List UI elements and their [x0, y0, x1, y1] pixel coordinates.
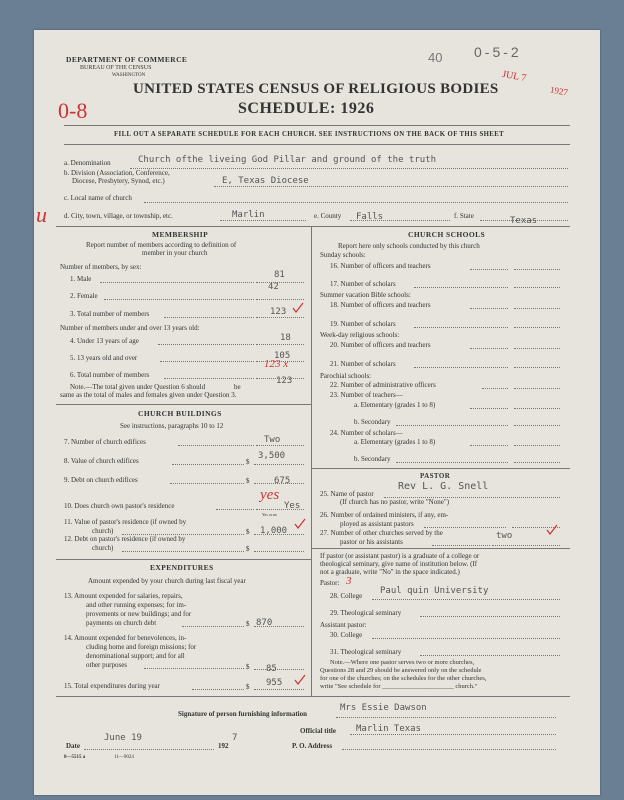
denomination-value: Church ofthe liveing God Pillar and ground of the truth — [138, 155, 437, 165]
q3-label: 3. Total number of members — [70, 310, 150, 318]
expenditures-sub: Amount expended by your church during last fiscal year — [88, 577, 246, 585]
answer-line — [256, 317, 304, 318]
q23-label: 23. Number of teachers— — [330, 391, 403, 399]
q10-value: Yes — [284, 501, 301, 511]
check-mark-icon — [292, 302, 304, 314]
pastor-note-2: Questions 28 and 29 should be answered only on the schedule — [320, 667, 482, 674]
q17-label: 17. Number of scholars — [330, 280, 396, 288]
denomination-label: a. Denomination — [64, 159, 111, 167]
q15-label: 15. Total expenditures during year — [64, 682, 160, 690]
graduate-instruction-3: not a graduate, write "No" in the space indicated.) — [320, 568, 460, 576]
answer-line — [256, 299, 304, 300]
q13-label-4: payments on church debt — [86, 619, 157, 627]
county-label: e. County — [314, 212, 342, 220]
answer-line — [256, 445, 304, 446]
city-label: WASHINGTON — [112, 73, 146, 78]
q24b-label: b. Secondary — [354, 455, 391, 463]
q14-value: 85 — [266, 664, 277, 674]
q21-label: 21. Number of scholars — [330, 360, 396, 368]
annotation-number: 40 — [428, 50, 443, 65]
leader-dots — [470, 348, 508, 349]
q7-value: Two — [264, 435, 281, 445]
answer-line — [254, 464, 304, 465]
po-address-label: P. O. Address — [292, 742, 333, 750]
q6-handwritten: 123 x — [264, 358, 289, 370]
divider — [56, 559, 312, 560]
po-address-line — [342, 749, 556, 750]
membership-note-be: be — [234, 383, 241, 391]
divider — [64, 144, 570, 145]
q25-label: 25. Name of pastor — [320, 490, 374, 498]
buildings-heading: CHURCH BUILDINGS — [138, 409, 222, 418]
q15-value: 955 — [266, 678, 283, 688]
leader-dots — [396, 425, 508, 426]
divider — [311, 548, 570, 549]
answer-line — [514, 408, 560, 409]
q28-value: Paul quin University — [380, 586, 489, 596]
signature-label: Signature of person furnishing information — [178, 710, 307, 718]
signature-value: Mrs Essie Dawson — [340, 703, 427, 713]
by-sex-label: Number of members, by sex: — [60, 263, 142, 271]
weekday-schools-label: Week-day religious schools: — [320, 331, 400, 339]
q2-label: 2. Female — [70, 292, 98, 300]
leader-dots — [192, 689, 244, 690]
currency-sign: $ — [246, 528, 250, 536]
divider — [56, 404, 312, 405]
q9-label: 9. Debt on church edifices — [64, 476, 138, 484]
answer-line — [256, 344, 304, 345]
answer-line — [256, 282, 304, 283]
q31-label: 31. Theological seminary — [330, 648, 402, 656]
official-title-value: Marlin Texas — [356, 724, 422, 734]
buildings-sub: See instructions, paragraphs 10 to 12 — [120, 422, 224, 430]
q11-label: 11. Value of pastor's residence (if owned by — [64, 518, 187, 526]
leader-dots — [470, 308, 508, 309]
state-value: Texas — [510, 216, 538, 226]
q24-label: 24. Number of scholars— — [330, 429, 403, 437]
print-number: 11—9024 — [114, 755, 134, 760]
department-label: DEPARTMENT OF COMMERCE — [66, 55, 188, 64]
q4-label: 4. Under 13 years of age — [70, 337, 139, 345]
year-prefix: 192 — [218, 742, 229, 750]
divider — [64, 125, 570, 126]
schools-sub: Report here only schools conducted by this church — [338, 242, 480, 250]
assistant-pastor-sublabel: Assistant pastor: — [320, 621, 367, 629]
graduate-instruction: If pastor (or assistant pastor) is a graduate of a college or — [320, 552, 480, 560]
parochial-schools-label: Parochial schools: — [320, 372, 372, 380]
pastor-note-4: write "See schedule for ______________________ church." — [320, 683, 478, 690]
answer-line — [514, 348, 560, 349]
q14-label-2: cluding home and foreign missions; for — [86, 643, 197, 651]
leader-dots — [144, 668, 244, 669]
leader-dots — [470, 445, 508, 446]
leader-dots — [414, 287, 508, 288]
q4-value: 18 — [280, 333, 291, 343]
city-value: Marlin — [232, 210, 265, 220]
answer-line — [514, 327, 560, 328]
q1-value: 81 — [274, 270, 285, 280]
leader-dots — [158, 344, 254, 345]
leader-dots — [164, 317, 254, 318]
state-label: f. State — [454, 212, 474, 220]
currency-sign: $ — [246, 663, 250, 671]
city-label: d. City, town, village, or township, etc. — [64, 212, 173, 220]
q16-label: 16. Number of officers and teachers — [330, 262, 431, 270]
divider — [311, 468, 570, 469]
leader-dots — [396, 462, 508, 463]
q30-label: 30. College — [330, 631, 363, 639]
q6-label: 6. Total number of members — [70, 371, 150, 379]
q28-label: 28. College — [330, 592, 363, 600]
divider — [56, 226, 570, 227]
answer-line — [514, 388, 560, 389]
answer-line — [514, 425, 560, 426]
pastor-note-3: for one of the churches; on the schedules for the other churches, — [320, 675, 487, 682]
q23a-label: a. Elementary (grades 1 to 8) — [354, 401, 436, 409]
leader-dots — [104, 299, 254, 300]
answer-line — [514, 269, 560, 270]
q11-label-2: church) — [92, 527, 114, 535]
membership-sub-2: member in your church — [142, 249, 208, 257]
sunday-schools-label: Sunday schools: — [320, 251, 366, 259]
leader-dots — [414, 327, 508, 328]
q3-value: 123 — [270, 307, 287, 317]
pastor-sublabel: Pastor: — [320, 579, 340, 587]
leader-dots — [414, 367, 508, 368]
q26-label-2: ployed as assistant pastors — [340, 520, 414, 528]
answer-line — [492, 545, 560, 546]
field-line — [220, 220, 306, 221]
page-subtitle: SCHEDULE: 1926 — [238, 100, 375, 117]
field-line — [144, 202, 568, 203]
column-divider — [311, 226, 312, 696]
q1-label: 1. Male — [70, 275, 92, 283]
q5-value: 105 — [274, 351, 291, 361]
q14-label: 14. Amount expended for benevolences, in- — [64, 634, 187, 642]
expenditures-heading: EXPENDITURES — [150, 563, 214, 572]
membership-note: Note.—The total given under Question 6 should — [70, 383, 206, 391]
currency-sign: $ — [246, 545, 250, 553]
received-stamp-month: JUL 7 — [501, 68, 528, 85]
answer-line — [254, 669, 304, 670]
q25-value: Rev L. G. Snell — [398, 481, 489, 492]
answer-line — [514, 445, 560, 446]
q26-label: 26. Number of ordained ministers, if any, em- — [320, 511, 449, 519]
membership-sub: Report number of members according to definition of — [86, 241, 237, 249]
membership-heading: MEMBERSHIP — [152, 230, 209, 239]
vacation-schools-label: Summer vacation Bible schools: — [320, 291, 411, 299]
schools-heading: CHURCH SCHOOLS — [408, 230, 486, 239]
year-digit: 7 — [232, 733, 238, 743]
q29-label: 29. Theological seminary — [330, 609, 402, 617]
answer-line — [514, 367, 560, 368]
q19-label: 19. Number of scholars — [330, 320, 396, 328]
instruction-line: FILL OUT A SEPARATE SCHEDULE FOR EACH CHURCH. SEE INSTRUCTIONS ON THE BACK OF THIS SHEET — [114, 131, 505, 138]
field-line — [130, 168, 568, 169]
q27-label-2: pastor or his assistants — [340, 538, 403, 546]
q10-handwritten: yes — [260, 487, 280, 503]
check-mark-icon — [546, 524, 558, 536]
leader-dots — [160, 361, 254, 362]
leader-dots — [172, 464, 244, 465]
signature-line — [336, 717, 556, 718]
division-value: E, Texas Diocese — [222, 176, 309, 186]
leader-dots — [470, 408, 508, 409]
answer-line — [254, 551, 304, 552]
leader-dots — [470, 269, 508, 270]
membership-note-2: same as the total of males and females given under Question 3. — [60, 391, 237, 399]
pastor-note: Note.—Where one pastor serves two or more churches, — [330, 659, 475, 666]
leader-dots — [482, 388, 508, 389]
division-label-2: Diocese, Presbytery, Synod, etc.) — [72, 177, 165, 185]
check-mark-icon — [294, 518, 306, 530]
leader-dots — [170, 483, 244, 484]
page-title: UNITED STATES CENSUS OF RELIGIOUS BODIES — [133, 81, 499, 97]
q23b-label: b. Secondary — [354, 418, 391, 426]
answer-line — [514, 462, 560, 463]
census-schedule-sheet — [34, 30, 600, 795]
yes-no-hint: Yes or no — [262, 512, 278, 517]
q7-label: 7. Number of church edifices — [64, 438, 146, 446]
q20-label: 20. Number of officers and teachers — [330, 341, 431, 349]
annotation-code: 0-5-2 — [474, 44, 522, 60]
check-mark-icon — [294, 674, 306, 686]
leader-dots — [182, 626, 244, 627]
official-title-line — [350, 734, 556, 735]
leader-dots — [178, 445, 254, 446]
q2-value: 42 — [268, 282, 279, 292]
q24a-label: a. Elementary (grades 1 to 8) — [354, 438, 436, 446]
q8-label: 8. Value of church edifices — [64, 457, 139, 465]
margin-mark: u — [36, 202, 47, 227]
answer-line — [420, 616, 560, 617]
currency-sign: $ — [246, 683, 250, 691]
leader-dots — [432, 545, 490, 546]
q13-label-3: provements or new buildings; and for — [86, 610, 192, 618]
leader-dots — [216, 509, 254, 510]
q10-label: 10. Does church own pastor's residence — [64, 502, 175, 510]
official-title-label: Official title — [300, 727, 336, 735]
left-code-annotation: 0-8 — [58, 98, 88, 123]
age-header: Number of members under and over 13 years old: — [60, 324, 200, 332]
q13-value: 870 — [256, 618, 273, 628]
answer-line — [372, 599, 560, 600]
answer-line — [514, 287, 560, 288]
q9-value: 675 — [274, 476, 291, 486]
q14-label-4: other purposes — [86, 661, 128, 669]
q27-value: two — [496, 531, 513, 541]
answer-line — [514, 308, 560, 309]
county-value: Falls — [356, 212, 384, 222]
field-line — [214, 186, 568, 187]
leader-dots — [100, 282, 254, 283]
leader-dots — [122, 551, 244, 552]
bureau-label: BUREAU OF THE CENSUS — [80, 65, 152, 71]
answer-line — [420, 655, 560, 656]
q18-label: 18. Number of officers and teachers — [330, 301, 431, 309]
q5-label: 5. 13 years old and over — [70, 354, 138, 362]
date-value: June 19 — [104, 733, 142, 743]
answer-line — [372, 638, 560, 639]
leader-dots — [164, 378, 254, 379]
q13-label: 13. Amount expended for salaries, repairs, — [64, 592, 183, 600]
graduate-instruction-2: theological seminary, give name of institution below. (If — [320, 560, 478, 568]
date-label: Date — [66, 742, 80, 750]
currency-sign: $ — [246, 477, 250, 485]
local-name-label: c. Local name of church — [64, 194, 132, 202]
q12-label-2: church) — [92, 544, 114, 552]
currency-sign: $ — [246, 458, 250, 466]
pastor-mark: 3 — [346, 575, 352, 587]
divider — [56, 696, 570, 697]
q12-label: 12. Debt on pastor's residence (if owned by — [64, 535, 186, 543]
q14-label-3: denominational support; and for all — [86, 652, 185, 660]
currency-sign: $ — [246, 620, 250, 628]
q27-label: 27. Number of other churches served by the — [320, 529, 443, 537]
q13-label-2: and other running expenses; for im- — [86, 601, 187, 609]
date-line — [84, 749, 214, 750]
q11-value: 1,000 — [260, 526, 288, 536]
form-number: 8—5515 a — [64, 755, 86, 760]
received-stamp-year: 1927 — [549, 84, 569, 98]
q8-value: 3,500 — [258, 451, 286, 461]
q25-note: (If church has no pastor, write "None") — [340, 498, 450, 506]
leader-dots — [424, 527, 506, 528]
q6-value: 123 — [276, 376, 293, 386]
division-label: b. Division (Association, Conference, — [64, 169, 170, 177]
pastor-heading: PASTOR — [420, 472, 451, 480]
q22-label: 22. Number of administrative officers — [330, 381, 436, 389]
answer-line — [254, 689, 304, 690]
